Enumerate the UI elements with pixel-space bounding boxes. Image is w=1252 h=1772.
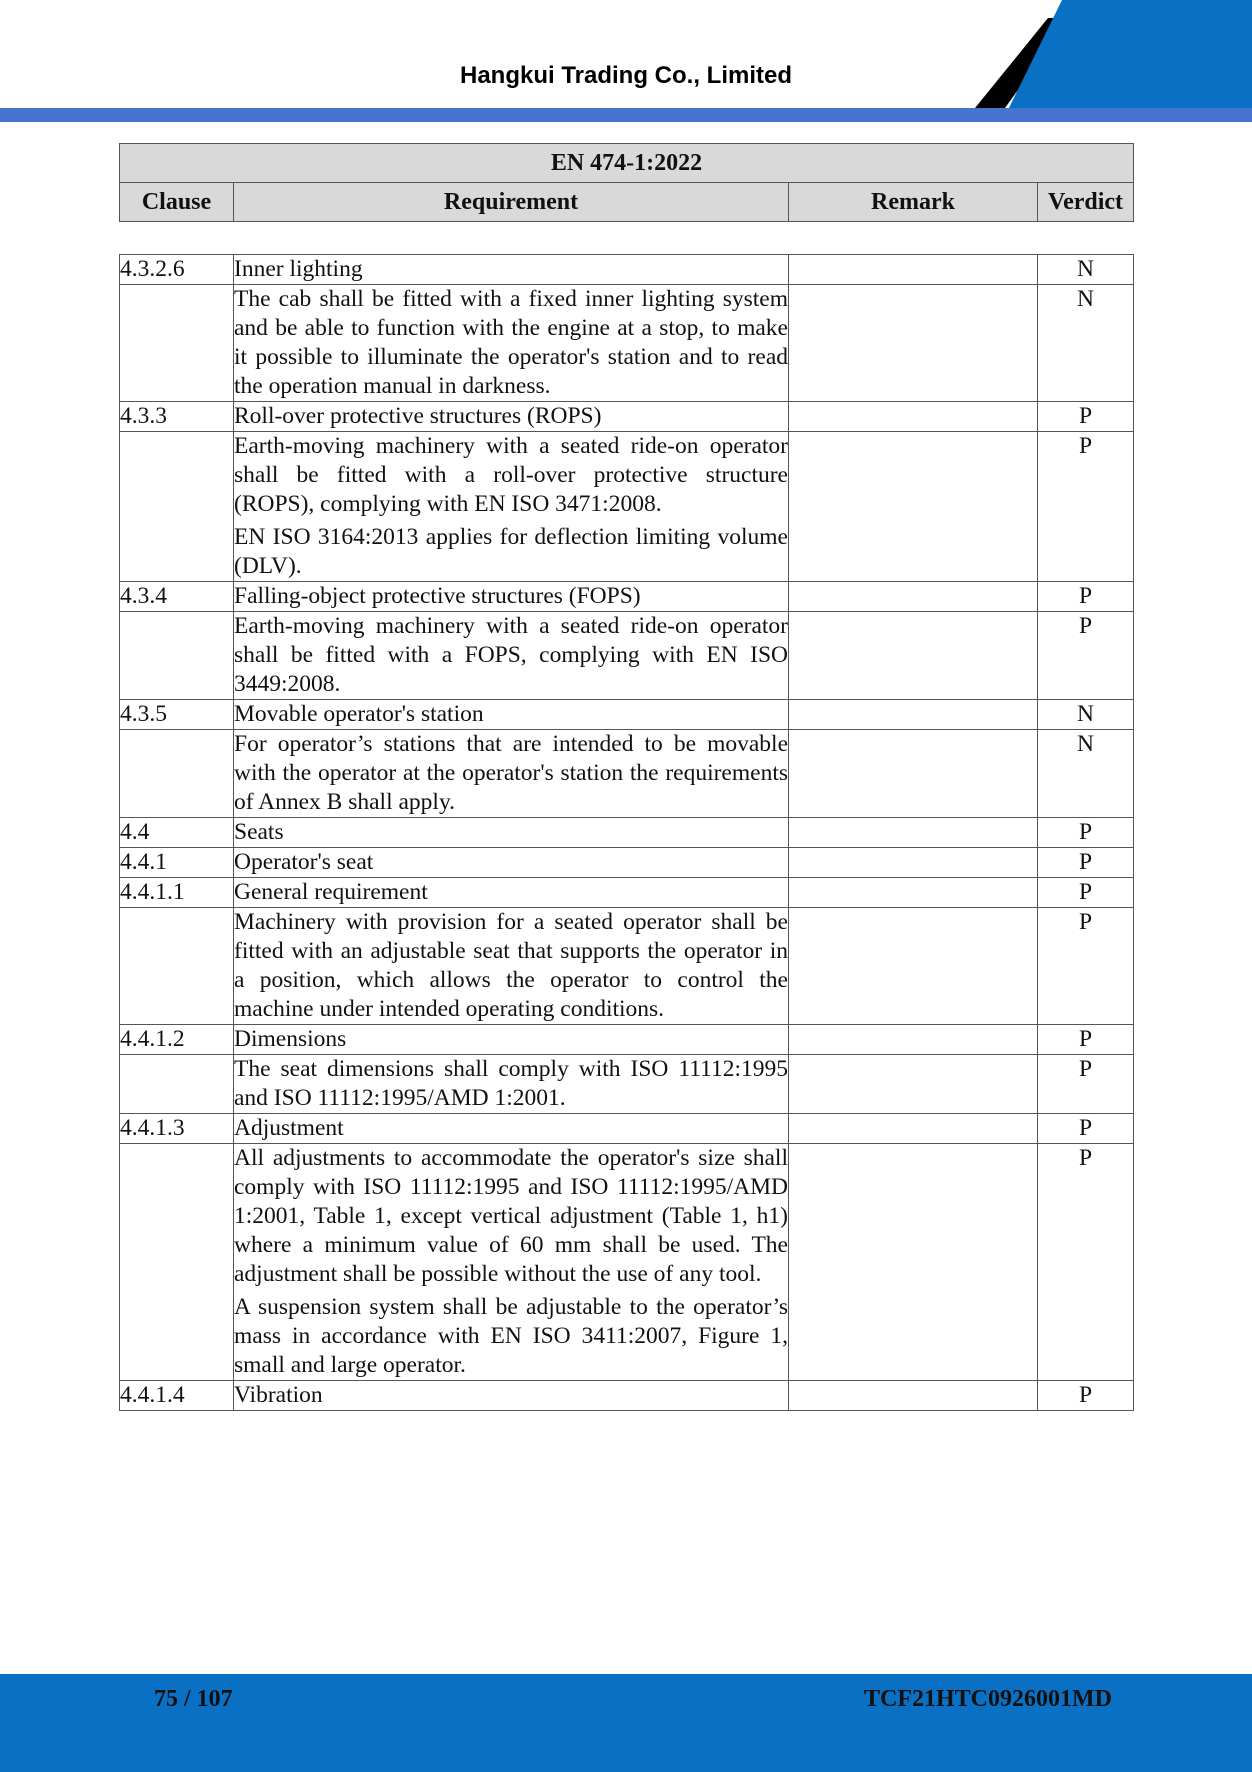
clause-cell [120, 1055, 234, 1114]
requirements-table [119, 254, 1134, 1411]
remark-cell [789, 582, 1038, 612]
table-row [120, 730, 1134, 818]
remark-cell [789, 1381, 1038, 1411]
requirement-text: Movable operator's station [234, 701, 484, 727]
requirement-cell [234, 1114, 789, 1144]
requirement-text: Operator's seat [234, 849, 374, 875]
document-code: TCF21HTC0926001MD [864, 1686, 1112, 1712]
clause-cell: 4.3.2.6 [120, 255, 234, 285]
requirement-text: Inner lighting [234, 256, 363, 282]
table-row [120, 432, 1134, 582]
requirement-cell [234, 255, 789, 285]
page-number: 75 / 107 [154, 1686, 233, 1712]
table-row [120, 700, 1134, 730]
table-header [119, 143, 1134, 222]
header-band [0, 108, 1252, 122]
clause-cell: 4.4.1.3 [120, 1114, 234, 1144]
table-row [120, 848, 1134, 878]
requirement-text: Machinery with provision for a seated operator shall be fitted with an adjustable seat that supports the operator in a position, which allows the operator to control the machine under intended operating conditions. [234, 909, 788, 1022]
verdict-cell: P [1038, 1025, 1134, 1055]
requirement-cell [234, 1381, 789, 1411]
verdict-cell: P [1038, 402, 1134, 432]
requirement-text: Vibration [234, 1382, 323, 1408]
verdict-cell: P [1038, 582, 1134, 612]
requirement-text: The seat dimensions shall comply with ISO 11112:1995 and ISO 11112:1995/AMD 1:2001. [234, 1056, 788, 1111]
requirement-cell [234, 285, 789, 402]
remark-cell [789, 818, 1038, 848]
remark-cell [789, 848, 1038, 878]
clause-cell: 4.4.1.4 [120, 1381, 234, 1411]
clause-cell: 4.4.1.2 [120, 1025, 234, 1055]
clause-cell [120, 612, 234, 700]
table-row [120, 1114, 1134, 1144]
clause-cell [120, 432, 234, 582]
remark-cell [789, 612, 1038, 700]
clause-cell [120, 730, 234, 818]
verdict-cell: N [1038, 255, 1134, 285]
remark-cell [789, 700, 1038, 730]
col-verdict-header: Verdict [1038, 183, 1134, 222]
verdict-cell: N [1038, 700, 1134, 730]
requirement-text: Roll-over protective structures (ROPS) [234, 403, 602, 429]
verdict-cell: P [1038, 818, 1134, 848]
remark-cell [789, 402, 1038, 432]
remark-cell [789, 1114, 1038, 1144]
clause-cell: 4.3.3 [120, 402, 234, 432]
remark-cell [789, 908, 1038, 1025]
requirement-cell [234, 818, 789, 848]
requirement-text: Falling-object protective structures (FOPS) [234, 583, 641, 609]
table-row [120, 285, 1134, 402]
remark-cell [789, 1055, 1038, 1114]
requirement-cell [234, 700, 789, 730]
remark-cell [789, 255, 1038, 285]
remark-cell [789, 285, 1038, 402]
remark-cell [789, 1025, 1038, 1055]
col-remark-header: Remark [789, 183, 1038, 222]
standard-title: EN 474-1:2022 [120, 144, 1134, 183]
table-row [120, 1025, 1134, 1055]
verdict-cell: P [1038, 848, 1134, 878]
verdict-cell: P [1038, 1144, 1134, 1381]
clause-cell: 4.3.4 [120, 582, 234, 612]
requirement-text: All adjustments to accommodate the operator's size shall comply with ISO 11112:1995 and ISO 11112:1995/AMD 1:2001, Table 1, except vertical adjustment (Table 1, h1) where a minimum value of 60 mm shall be used. The adjustment shall be possible without the use of any tool. [234, 1145, 788, 1287]
col-clause-header: Clause [120, 183, 234, 222]
clause-cell [120, 908, 234, 1025]
requirement-text: Seats [234, 819, 284, 845]
remark-cell [789, 878, 1038, 908]
clause-cell: 4.3.5 [120, 700, 234, 730]
table-row [120, 255, 1134, 285]
requirement-cell [234, 908, 789, 1025]
requirement-text: Earth-moving machinery with a seated ride-on operator shall be fitted with a FOPS, complying with EN ISO 3449:2008. [234, 613, 788, 697]
requirement-text: The cab shall be fitted with a fixed inner lighting system and be able to function with the engine at a stop, to make it possible to illuminate the operator's station and to read the operation manual in darkness. [234, 286, 788, 399]
company-name: Hangkui Trading Co., Limited [459, 62, 792, 89]
requirement-cell [234, 402, 789, 432]
verdict-cell: P [1038, 612, 1134, 700]
verdict-cell: N [1038, 285, 1134, 402]
requirement-cell [234, 848, 789, 878]
table-row [120, 818, 1134, 848]
requirement-text: Earth-moving machinery with a seated ride-on operator shall be fitted with a roll-over protective structure (ROPS), complying with EN ISO 3471:2008. [234, 433, 788, 517]
requirement-cell [234, 612, 789, 700]
requirement-cell [234, 1144, 789, 1381]
requirement-cell [234, 1055, 789, 1114]
clause-cell: 4.4 [120, 818, 234, 848]
verdict-cell: P [1038, 432, 1134, 582]
requirement-cell [234, 582, 789, 612]
verdict-cell: P [1038, 878, 1134, 908]
requirement-text: Adjustment [234, 1115, 344, 1141]
clause-cell [120, 1144, 234, 1381]
verdict-cell: P [1038, 908, 1134, 1025]
clause-cell: 4.4.1.1 [120, 878, 234, 908]
table-row [120, 878, 1134, 908]
requirement-cell [234, 730, 789, 818]
table-row [120, 402, 1134, 432]
requirement-text: EN ISO 3164:2013 applies for deflection limiting volume (DLV). [234, 524, 788, 579]
header-corner-graphic [0, 0, 1252, 122]
requirement-cell [234, 1025, 789, 1055]
requirement-text: For operator’s stations that are intended to be movable with the operator at the operator's station the requirements of Annex B shall apply. [234, 731, 788, 815]
remark-cell [789, 730, 1038, 818]
table-row [120, 612, 1134, 700]
col-requirement-header: Requirement [234, 183, 789, 222]
requirement-text: Dimensions [234, 1026, 347, 1052]
requirement-text: A suspension system shall be adjustable to the operator’s mass in accordance with EN ISO 3411:2007, Figure 1, small and large operator. [234, 1294, 788, 1378]
requirement-cell [234, 432, 789, 582]
verdict-cell: P [1038, 1114, 1134, 1144]
verdict-cell: P [1038, 1055, 1134, 1114]
table-row [120, 582, 1134, 612]
table-row [120, 1381, 1134, 1411]
clause-cell [120, 285, 234, 402]
verdict-cell: P [1038, 1381, 1134, 1411]
table-row [120, 1055, 1134, 1114]
table-row [120, 1144, 1134, 1381]
remark-cell [789, 432, 1038, 582]
verdict-cell: N [1038, 730, 1134, 818]
corner-blue-block [1005, 0, 1252, 116]
clause-cell: 4.4.1 [120, 848, 234, 878]
table-row [120, 908, 1134, 1025]
requirement-cell [234, 878, 789, 908]
requirement-text: General requirement [234, 879, 428, 905]
remark-cell [789, 1144, 1038, 1381]
